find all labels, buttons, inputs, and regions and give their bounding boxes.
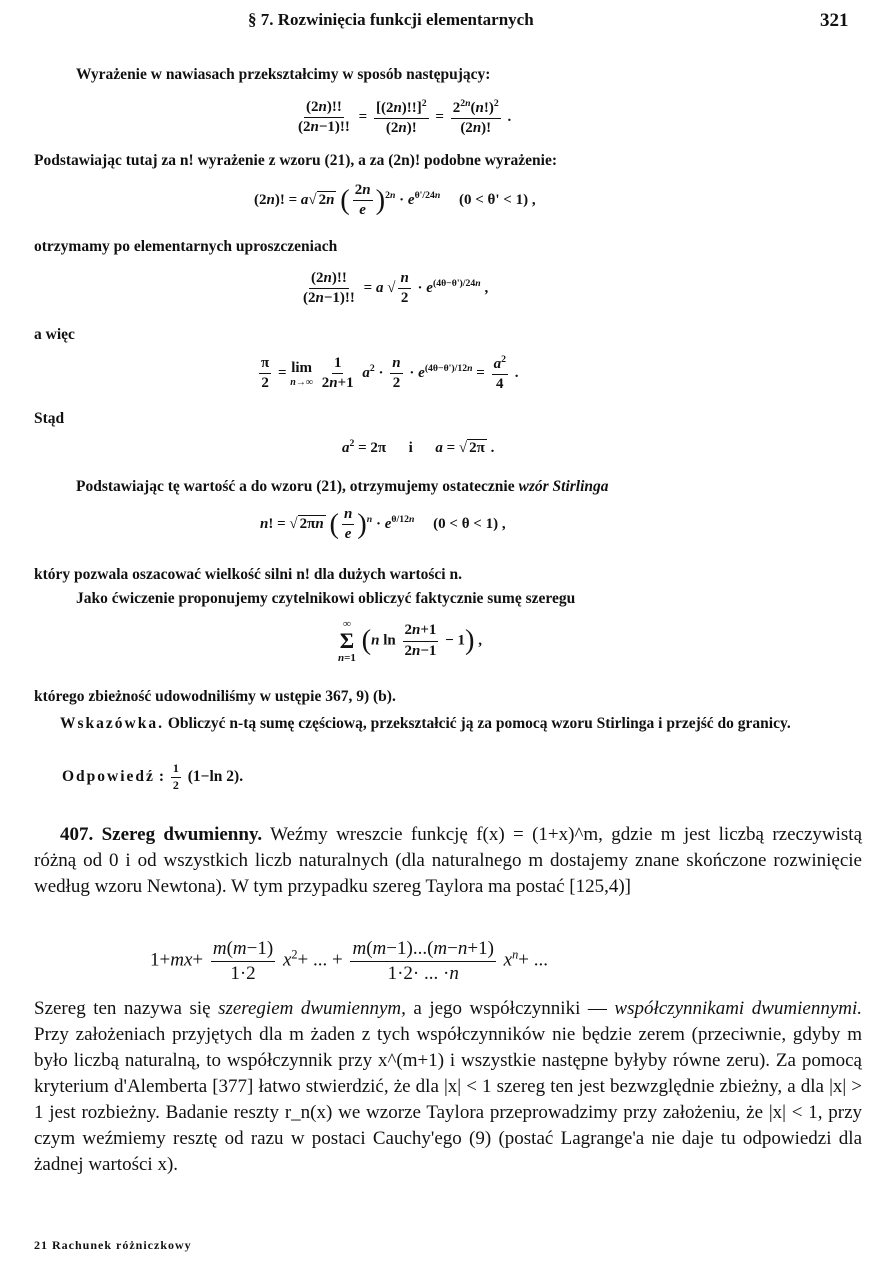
text-line-8: Jako ćwiczenie proponujemy czytelnikowi obliczyć faktycznie sumę szeregu [76, 590, 576, 607]
text-line-2: Podstawiając tutaj za n! wyrażenie z wzoru (21), a za (2n)! podobne wyrażenie: [34, 152, 558, 169]
answer-label: Odpowiedź [62, 767, 155, 785]
equation-7: ∞ Σ n=1 (n ln $\frac{2n+1}{2n-1}$ − 1) , [338, 618, 482, 664]
equation-3: $\frac{(2n)!!}{(2n-1)!!}$ = a √ $\frac{n}{2}$ · $e^{(4\theta-\theta')/24n}$ , [303, 270, 489, 307]
text-line-9: którego zbieżność udowodniliśmy w ustępie 367, 9) (b). [34, 688, 396, 705]
text-line-6 [76, 478, 609, 496]
text-line-5: Stąd [34, 410, 65, 427]
section-407-text-2c: Przy założeniach przyjętych dla m żaden z tych współczynników nie będzie zerem (przeciwnie, gdyby m było liczbą naturalną, to współczynnik przy x^(m+1) i wszystkie następne byłyby równe zeru). Za pomocą kryterium d'Alemberta [377] łatwo stwierdzić, że dla |x| < 1 szereg ten jest bezwzględnie zbieżny, a dla |x| > 1 jest rozbieżny. Badanie reszty r_n(x) we wzorze Taylora przeprowadzimy przy założeniu, że |x| < 1, przy czym weźmiemy resztę od razu w postaci Cauchy'ego (9) (postać Lagrange'a nie daje tu odpowiedzi dla żadnej wartości x). [34, 1024, 862, 1175]
equation-1: $\frac{(2n)!!}{(2n-1)!!}$ = $\frac{[(2n)!!]^2}{(2n)!}$ = $\frac{2^{2n}(n!)^2}{(2n)!}$ . [298, 98, 512, 137]
equation-4: $\frac{\pi}{2}$ = lim n→∞ $\frac{1}{2n+1}$ $a^2$ · $\frac{n}{2}$ · $e^{(4\theta-\theta')/12n}$ = $\frac{a^2}{4}$ . [261, 354, 519, 393]
section-407-paragraph-2 [34, 996, 862, 1178]
page-footer: 21 Rachunek różniczkowy [34, 1238, 192, 1252]
answer-line: Odpowiedź : $\frac{1}{2}$ (1−ln 2). [62, 761, 244, 792]
text-line-1: Wyrażenie w nawiasach przekształcimy w sposób następujący: [76, 66, 491, 83]
binomial-series-term: szeregiem dwumiennym, [218, 998, 406, 1019]
page-number: 321 [820, 10, 849, 31]
section-407-text-2a: Szereg ten nazywa się [34, 998, 211, 1019]
section-number: 407. [60, 824, 94, 845]
equation-8: 1+mx+ $\frac{m(m-1)}{1\cdot 2}$ $x^2+$ ... + $\frac{m(m-1)...(m-n+1)}{1\cdot 2\cdot ... \cdot n}$ $x^n+$ ... [150, 938, 548, 984]
hint-label: Wskazówka. [60, 715, 164, 732]
section-407-paragraph-1 [34, 822, 862, 900]
hint-paragraph [34, 712, 862, 736]
text-line-6-main: Podstawiając tę wartość a do wzoru (21), otrzymujemy ostatecznie [76, 478, 515, 495]
text-line-3: otrzymamy po elementarnych uproszczeniach [34, 238, 338, 255]
answer-text: (1−ln 2). [187, 767, 244, 785]
equation-5: $a^2 = 2\pi$ i a = √ 2π . [342, 438, 495, 456]
stirling-formula-term: wzór Stirlinga [518, 478, 609, 495]
equation-2: (2n)! = a√ 2n ( $\frac{2n}{e}$ )$^{2n} \cdot e^{\theta'/24n}$ (0 < θ' < 1) , [254, 182, 536, 219]
section-407-text-1: Weźmy wreszcie funkcję f(x) = (1+x)^m, gdzie m jest liczbą rzeczywistą różną od 0 i od wszystkich liczb naturalnych (dla naturalnego m dostajemy znane skończone rozwinięcie według wzoru Newtona). W tym przypadku szereg Taylora ma postać [125,4)] [34, 824, 863, 897]
text-line-4: a więc [34, 326, 75, 343]
text-line-7: który pozwala oszacować wielkość silni n! dla dużych wartości n. [34, 566, 462, 583]
section-title: Szereg dwumienny. [101, 824, 263, 845]
running-header: § 7. Rozwinięcia funkcji elementarnych [248, 10, 534, 29]
section-407-text-2b: a jego współczynniki — [413, 998, 607, 1019]
binomial-coefficients-term: współczynnikami dwumiennymi. [614, 998, 863, 1019]
hint-text: Obliczyć n-tą sumę częściową, przekształcić ją za pomocą wzoru Stirlinga i przejść do granicy. [167, 715, 791, 732]
equation-6: n! = √ 2πn ( $\frac{n}{e}$ )$^n \cdot e^{\theta/12n}$ (0 < θ < 1) , [260, 506, 506, 543]
